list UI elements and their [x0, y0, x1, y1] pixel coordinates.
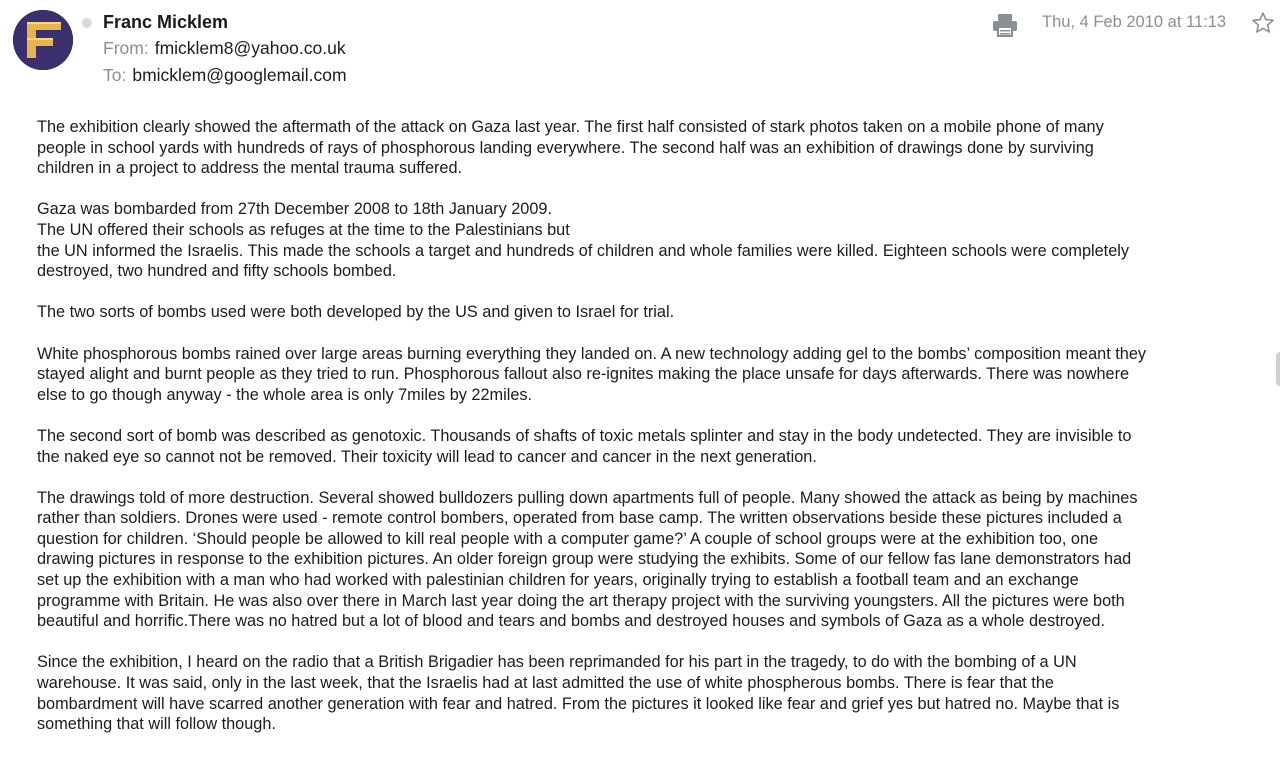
body-line: The two sorts of bombs used were both developed by the US and given to Israel for trial.	[37, 303, 675, 322]
body-line: destroyed, two hundred and fifty schools bombed.	[37, 262, 397, 281]
body-paragraph	[37, 344, 1262, 406]
to-label: To:	[103, 65, 127, 85]
body-line: drawing pictures in response to the exhibition pictures. An older foreign group were studying the exhibits. Some of our fellow fas lane demonstrators had	[37, 550, 1132, 569]
body-line: something that will follow though.	[37, 715, 276, 734]
printer-icon[interactable]	[991, 12, 1019, 38]
body-paragraph	[37, 199, 1262, 281]
from-label: From:	[103, 38, 149, 58]
body-line: The drawings told of more destruction. Several showed bulldozers pulling down apartments full of people. Many showed the attack as being by machines	[37, 488, 1138, 507]
body-paragraph	[37, 488, 1262, 632]
body-paragraph	[37, 426, 1262, 467]
email-body	[37, 117, 1262, 755]
body-line: else to go though anyway - the whole area is only 7miles by 22miles.	[37, 385, 533, 404]
body-paragraph	[37, 652, 1262, 734]
scroll-handle[interactable]	[1276, 352, 1280, 386]
body-line: people in school yards with hundreds of rays of phosphorous landing everywhere. The second half was an exhibition of drawings done by surviving	[37, 138, 1094, 157]
body-line: Since the exhibition, I heard on the radio that a British Brigadier has been reprimanded for his part in the tragedy, to do with the bombing of a UN	[37, 653, 1077, 672]
sender-name: Franc Micklem	[103, 12, 229, 32]
to-address[interactable]: bmicklem@googlemail.com	[132, 65, 347, 85]
body-line: rather than soldiers. Drones were used - remote control bombers, operated from base camp. The written observations beside these pictures included a	[37, 509, 1122, 528]
body-line: Gaza was bombarded from 27th December 2008 to 18th January 2009.	[37, 200, 552, 219]
from-line	[103, 38, 346, 59]
body-line: warehouse. It was said, only in the last week, that the Israelis had at last admitted the use of white phospherous bombs. There is fear that the	[37, 674, 1054, 693]
body-paragraph	[37, 117, 1262, 179]
body-line: The second sort of bomb was described as genotoxic. Thousands of shafts of toxic metals splinter and stay in the body undetected. They are invisible to	[37, 426, 1132, 445]
body-line: beautiful and horrific.There was no hatred but a lot of blood and tears and bombs and destroyed houses and symbols of Gaza as a whole destroyed.	[37, 612, 1105, 631]
email-date: Thu, 4 Feb 2010 at 11:13	[1042, 13, 1227, 31]
body-line: question for children. ‘Should people be allowed to kill real people with a computer game?’ A couple of school groups were at the exhibition too, one	[37, 529, 1099, 548]
body-line: the UN informed the Israelis. This made the schools a target and hundreds of children and whole families were killed. Eighteen schools were completely	[37, 241, 1130, 260]
body-line: stayed alight and burnt people as they tried to run. Phosphorous fallout also re-ignites making the place unsafe for days afterwards. There was nowhere	[37, 365, 1130, 384]
body-line: set up the exhibition with a man who had worked with palestinian children for years, originally trying to establish a football team and an exchange	[37, 571, 1079, 590]
body-line: The UN offered their schools as refuges at the time to the Palestinians but	[37, 220, 570, 239]
to-line	[103, 65, 347, 86]
body-paragraph	[37, 302, 1262, 323]
body-line: bombardment will have scarred another generation with fear and hatred. From the pictures it looked like fear and grief yes but hatred no. Maybe that is	[37, 694, 1120, 713]
from-address[interactable]: fmicklem8@yahoo.co.uk	[154, 38, 346, 58]
body-line: the naked eye so cannot not be removed. Their toxicity will lead to cancer and cancer in the next generation.	[37, 447, 817, 466]
sender-avatar[interactable]	[13, 10, 73, 70]
body-line: programme with Britain. He was also over there in March last year doing the art therapy project with the surviving youngsters. All the pictures were both	[37, 591, 1125, 610]
avatar-monogram-icon	[13, 10, 73, 70]
status-dot	[82, 18, 92, 28]
body-line: children in a project to address the mental trauma suffered.	[37, 159, 463, 178]
body-line: The exhibition clearly showed the aftermath of the attack on Gaza last year. The first half consisted of stark photos taken on a mobile phone of many	[37, 118, 1104, 136]
body-line: White phosphorous bombs rained over large areas burning everything they landed on. A new technology adding gel to the bombs’ composition meant they	[37, 344, 1147, 363]
star-icon[interactable]	[1251, 11, 1275, 35]
